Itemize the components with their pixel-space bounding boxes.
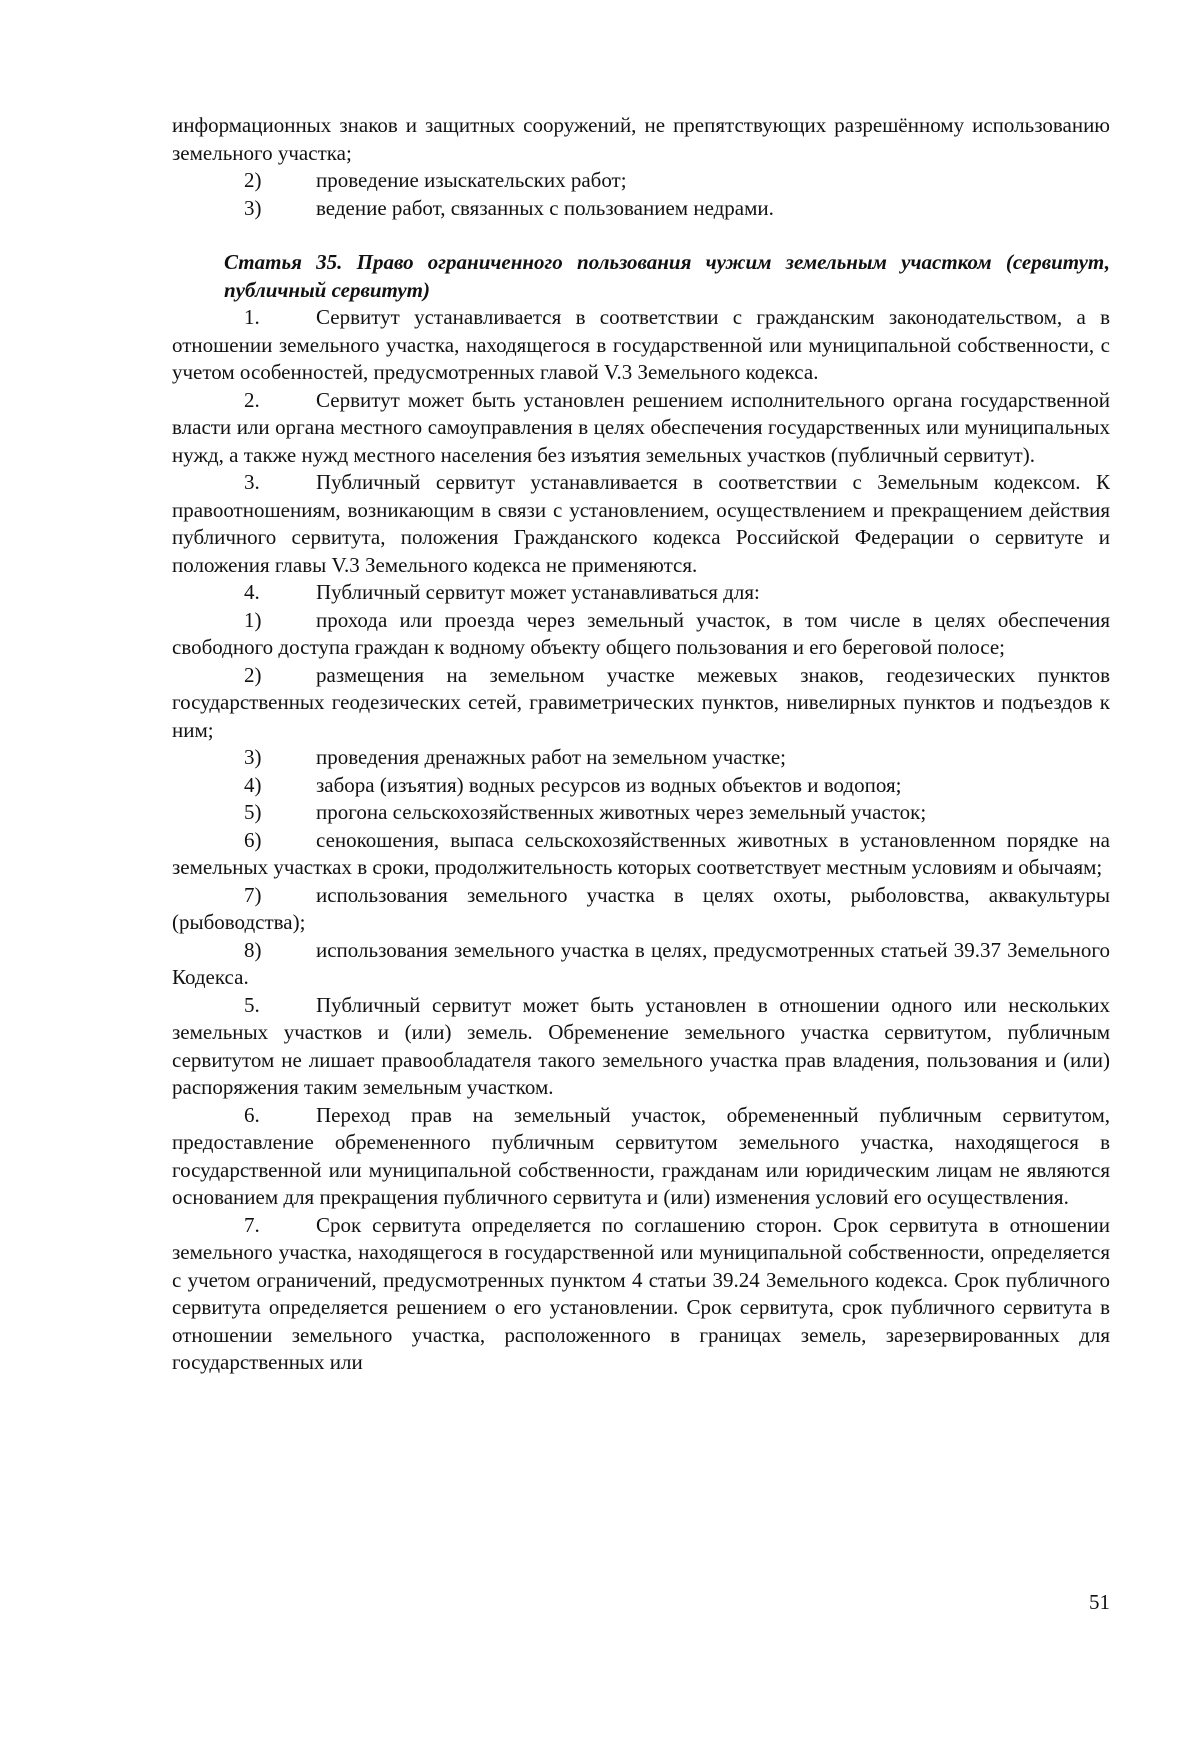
subitem-number: 6) [244, 827, 262, 852]
subitem-8 [172, 937, 1110, 992]
paragraph-6 [172, 1102, 1110, 1212]
paragraph-7 [172, 1212, 1110, 1377]
paragraph-number: 4. [244, 580, 260, 604]
subitem-number: 5) [244, 800, 262, 824]
paragraph-text: Переход прав на земельный участок, обремененный публичным сервитутом, предоставление обремененного публичным сервитутом земельного участка, находящегося в государственной или муниципальной собственности, гражданам или юридическим лицам не являются основанием для прекращения публичного сервитута и (или) изменения условий его осуществления. [172, 1102, 1110, 1209]
paragraph-1 [172, 304, 1110, 387]
subitem-text: сенокошения, выпаса сельскохозяйственных животных в установленном порядке на земельных участках в сроки, продолжительность которых соответствует местным условиям и обычаям; [172, 827, 1110, 879]
subitem-text: забора (изъятия) водных ресурсов из водных объектов и водопоя; [316, 772, 902, 797]
subitem-2 [172, 662, 1110, 745]
subitem-number: 4) [244, 772, 262, 797]
document-page [172, 112, 1110, 1377]
paragraph-text: Публичный сервитут может быть установлен в отношении одного или нескольких земельных участков и (или) земель. Обременение земельного участка сервитутом, публичным сервитутом не лишает правообладателя такого земельного участка прав владения, пользования и (или) распоряжения таким земельным участком. [172, 992, 1110, 1099]
subitem-number: 8) [244, 937, 262, 962]
paragraph-text: Сервитут может быть установлен решением исполнительного органа государственной власти или органа местного самоуправления в целях обеспечения государственных или муниципальных нужд, а также нужд местного населения без изъятия земельных участков (публичный сервитут). [172, 387, 1110, 467]
subitem-text: прогона сельскохозяйственных животных через земельный участок; [316, 800, 927, 824]
subitem-6 [172, 827, 1110, 882]
page-number: 51 [1089, 1590, 1110, 1614]
list-item-number: 3) [244, 195, 262, 220]
subitem-text: использования земельного участка в целях охоты, рыболовства, аквакультуры (рыбоводства); [172, 882, 1110, 934]
subitem-number: 1) [244, 607, 262, 632]
list-item [172, 167, 1110, 195]
paragraph-text: Публичный сервитут может устанавливаться для: [316, 580, 760, 604]
subitem-1 [172, 607, 1110, 662]
subitem-number: 2) [244, 662, 262, 687]
paragraph-text: Сервитут устанавливается в соответствии с гражданским законодательством, а в отношении земельного участка, находящегося в государственной или муниципальной собственности, с учетом особенностей, предусмотренных главой V.3 Земельного кодекса. [172, 305, 1110, 384]
subitem-5 [172, 799, 1110, 827]
subitem-7 [172, 882, 1110, 937]
paragraph-number: 7. [244, 1212, 260, 1237]
paragraph-number: 6. [244, 1102, 260, 1127]
paragraph-2 [172, 387, 1110, 470]
subitem-number: 7) [244, 882, 262, 907]
subitem-text: размещения на земельном участке межевых знаков, геодезических пунктов государственных геодезических сетей, гравиметрических пунктов, нивелирных пунктов и подъездов к ним; [172, 662, 1110, 742]
paragraph-number: 5. [244, 992, 260, 1017]
subitem-4 [172, 772, 1110, 800]
subitem-text: прохода или проезда через земельный участок, в том числе в целях обеспечения свободного доступа граждан к водному объекту общего пользования и его береговой полосе; [172, 607, 1110, 659]
list-item [172, 195, 1110, 223]
paragraph-number: 2. [244, 387, 260, 412]
paragraph-3 [172, 469, 1110, 579]
subitem-text: использования земельного участка в целях, предусмотренных статьей 39.37 Земельного Кодекса. [172, 937, 1110, 989]
intro-text: информационных знаков и защитных сооружений, не препятствующих разрешённому использованию земельного участка; [172, 113, 1110, 165]
paragraph-number: 1. [244, 305, 260, 329]
paragraph-4 [172, 579, 1110, 607]
subitem-number: 3) [244, 745, 262, 769]
list-item-number: 2) [244, 168, 262, 192]
list-item-text: ведение работ, связанных с пользованием недрами. [316, 195, 774, 220]
paragraph-text: Публичный сервитут устанавливается в соответствии с Земельным кодексом. К правоотношениям, возникающим в связи с установлением, осуществлением и прекращением действия публичного сервитута, положения Гражданского кодекса Российской Федерации о сервитуте и положения главы V.3 Земельного кодекса не применяются. [172, 470, 1110, 577]
subitem-text: проведения дренажных работ на земельном участке; [316, 745, 786, 769]
paragraph-5 [172, 992, 1110, 1102]
list-item-text: проведение изыскательских работ; [316, 168, 627, 192]
article-title: Статья 35. Право ограниченного пользования чужим земельным участком (сервитут, публичный сервитут) [224, 250, 1110, 302]
subitem-3 [172, 744, 1110, 772]
paragraph-number: 3. [244, 470, 260, 494]
paragraph-text: Срок сервитута определяется по соглашению сторон. Срок сервитута в отношении земельного участка, находящегося в государственной или муниципальной собственности, определяется с учетом ограничений, предусмотренных пунктом 4 статьи 39.24 Земельного кодекса. Срок публичного сервитута определяется решением о его установлении. Срок сервитута, срок публичного сервитута в отношении земельного участка, расположенного в границах земель, зарезервированных для государственных или [172, 1212, 1110, 1374]
